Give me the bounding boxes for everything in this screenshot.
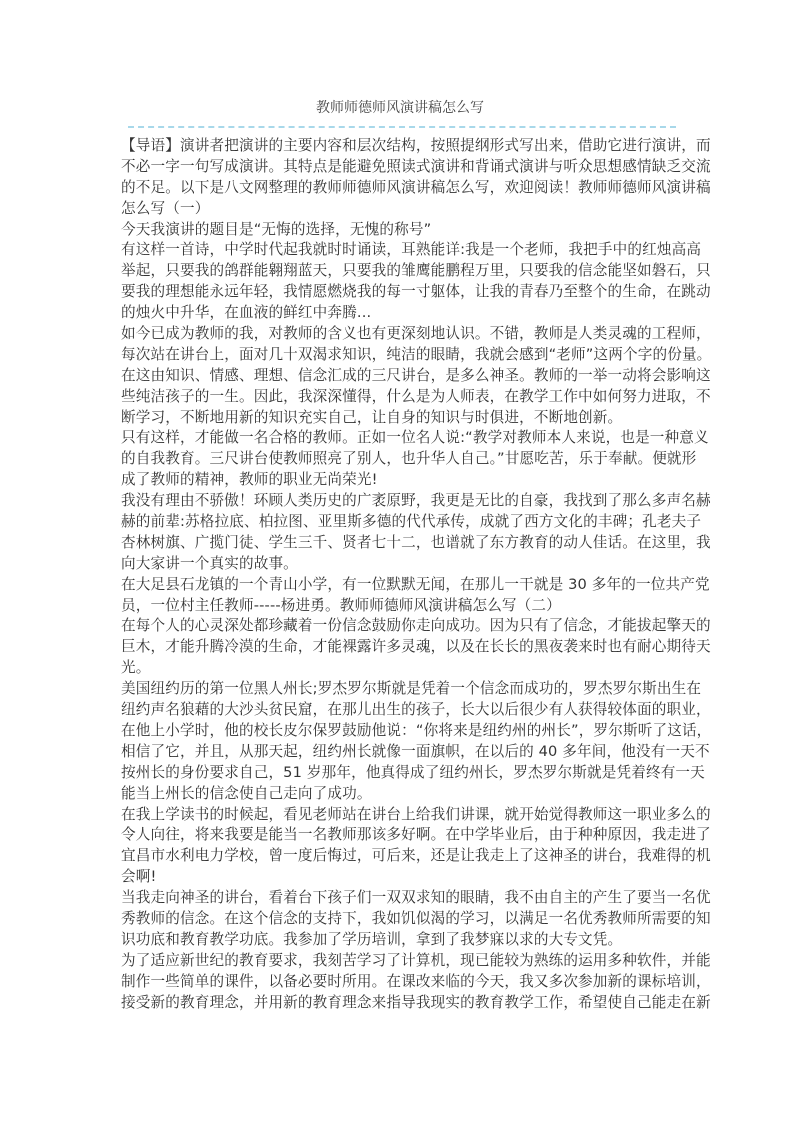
paragraph	[121, 428, 709, 491]
text-line: 为了适应新世纪的教育要求，我刻苦学习了计算机，现已能较为熟练的运用多种软件，并能	[121, 951, 711, 969]
text-line: 当我走向神圣的讲台，看着台下孩子们一双双求知的眼睛，我不由自主的产生了要当一名优	[121, 889, 711, 907]
paragraph	[121, 805, 711, 889]
text-line: 成了教师的精神，教师的职业无尚荣光!	[121, 471, 378, 489]
text-line: 在这由知识、情感、理想、信念汇成的三尺讲台，是多么神圣。教师的一举一动将会影响这	[121, 366, 711, 384]
document-title: 教师师德师风演讲稿怎么写	[316, 100, 484, 116]
text-line: 不必一字一句写成演讲。其特点是能避免照读式演讲和背诵式演讲与听众思想感情缺乏交流	[121, 157, 711, 175]
text-line: 在我上学读书的时候起，看见老师站在讲台上给我们讲课，就开始觉得教师这一职业多么的	[121, 805, 711, 823]
text-line: 相信了它，并且，从那天起，纽约州长就像一面旗帜，在以后的 40 多年间，他没有一天不	[121, 742, 710, 760]
text-line: 在大足县石龙镇的一个青山小学，有一位默默无闻，在那儿一干就是 30 多年的一位共产党	[121, 575, 710, 593]
text-line: 秀教师的信念。在这个信念的支持下，我如饥似渴的学习，以满足一名优秀教师所需要的知	[121, 909, 711, 927]
text-line: 的烛火中升华，在血液的鲜红中奔腾...	[121, 304, 372, 322]
title-divider	[128, 126, 676, 128]
text-line: 识功底和教育教学功底。我参加了学历培训，拿到了我梦寐以求的大专文凭。	[121, 930, 623, 948]
paragraph	[121, 324, 712, 428]
text-line: 怎么写（一）	[121, 199, 210, 217]
text-line: 向大家讲一个真实的故事。	[121, 554, 298, 572]
text-line: 按州长的身份要求自己，51 岁那年，他真得成了纽约州长，罗杰罗尔斯就是凭着终有一天	[121, 763, 705, 781]
paragraph	[121, 220, 683, 241]
text-line: 如今已成为教师的我，对教师的含义也有更深刻地认识。不错，教师是人类灵魂的工程师，	[121, 325, 711, 343]
text-line: 【导语】演讲者把演讲的主要内容和层次结构，按照提纲形式写出来，借助它进行演讲，而	[121, 137, 711, 154]
paragraph	[121, 951, 711, 1014]
paragraph	[121, 888, 711, 951]
text-line: 制作一些简单的课件，以备必要时所用。在课改来临的今天，我又多次参加新的课标培训，	[121, 972, 711, 990]
text-line: 员，一位村主任教师-----杨进勇。教师师德师风演讲稿怎么写（二）	[121, 596, 561, 614]
text-line: 的自我教育。三尺讲台使教师照亮了别人，也升华人自己。”甘愿吃苦，乐于奉献。便就形	[121, 450, 697, 468]
text-line: 接受新的教育理念，并用新的教育理念来指导我现实的教育教学工作，希望使自己能走在新	[121, 993, 711, 1011]
text-line: 宜昌市水利电力学校，曾一度后悔过，可后来，还是让我走上了这神圣的讲台，我难得的机	[121, 847, 711, 865]
text-line: 的不足。以下是八文网整理的教师师德师风演讲稿怎么写，欢迎阅读！教师师德师风演讲稿	[121, 178, 711, 196]
text-line: 令人向往，将来我要是能当一名教师那该多好啊。在中学毕业后，由于种种原因，我走进了	[121, 826, 711, 844]
paragraph	[121, 575, 710, 617]
text-line: 断学习，不断地用新的知识充实自己，让自身的知识与时俱进，不断地创新。	[121, 408, 623, 426]
text-line: 能当上州长的信念使自己走向了成功。	[121, 784, 372, 802]
document-body	[121, 136, 712, 1013]
text-line: 我没有理由不骄傲！环顾人类历史的广袤原野，我更是无比的自豪，我找到了那么多声名赫	[121, 492, 711, 510]
text-line: 有这样一首诗，中学时代起我就时时诵读，耳熟能详:我是一个老师，我把手中的红烛高高	[121, 241, 702, 259]
text-line: 巨木，才能升腾冷漠的生命，才能裸露许多灵魂，以及在长长的黑夜袭来时也有耐心期待天	[121, 638, 711, 656]
text-line: 只有这样，才能做一名合格的教师。正如一位名人说:“教学对教师本人来说，也是一种意义	[121, 429, 709, 447]
text-line: 会啊!	[121, 868, 157, 886]
text-line: 赫的前辈:苏格拉底、柏拉图、亚里斯多德的代代承传，成就了西方文化的丰碑；孔老夫子	[121, 513, 702, 531]
paragraph	[121, 491, 711, 575]
text-line: 光。	[121, 659, 151, 677]
text-line: 纽约声名狼藉的大沙头贫民窟，在那儿出生的孩子，长大以后很少有人获得较体面的职业，	[121, 701, 711, 719]
text-line: 每次站在讲台上，面对几十双渴求知识，纯洁的眼睛，我就会感到“老师”这两个字的份量。	[121, 345, 712, 363]
text-line: 在每个人的心灵深处都珍藏着一份信念鼓励你走向成功。因为只有了信念，才能拔起擎天的	[121, 617, 711, 635]
text-line: 要我的理想能永远年轻，我情愿燃烧我的每一寸躯体，让我的青春乃至整个的生命，在跳动	[121, 283, 711, 301]
text-line: 杏林树旗、广揽门徒、学生三千、贤者七十二，也谱就了东方教育的动人佳话。在这里，我	[121, 533, 711, 551]
paragraph	[121, 136, 711, 220]
paragraph	[121, 679, 712, 804]
paragraph	[121, 240, 711, 324]
text-line: 些纯洁孩子的一生。因此，我深深懂得，什么是为人师表，在教学工作中如何努力进取，不	[121, 387, 711, 405]
text-line: 美国纽约历的第一位黑人州长;罗杰罗尔斯就是凭着一个信念而成功的，罗杰罗尔斯出生在	[121, 680, 702, 698]
text-line: 今天我演讲的题目是“无悔的选择，无愧的称号”	[121, 220, 432, 238]
paragraph	[121, 616, 711, 679]
text-line: 举起，只要我的鸽群能翱翔蓝天，只要我的雏鹰能鹏程万里，只要我的信念能坚如磐石，只	[121, 262, 711, 280]
text-line: 在他上小学时，他的校长皮尔保罗鼓励他说：“你将来是纽约州的州长”，罗尔斯听了这话，	[121, 721, 712, 739]
